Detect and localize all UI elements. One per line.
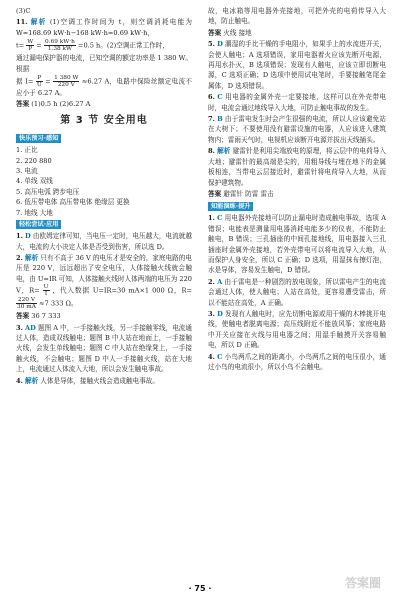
analysis-tag: 解析 <box>25 376 39 385</box>
text: ，代入数据 U=IR=30 mA×1 000 Ω，R= <box>52 286 192 295</box>
question-1 <box>16 231 192 252</box>
denominator: 30 mA <box>17 304 36 311</box>
denominator: I <box>44 291 48 298</box>
denominator: U <box>36 82 42 89</box>
formula-line <box>16 75 192 98</box>
text: 由于雷电发生时会产生很强的电流，所以人应该避免站在大树下；不要使用没有避雷设施的电器，人应该进入建筑物内；雷雨天气时，电视机应该断开电源并拔出天线插头。 <box>208 115 386 144</box>
question-4 <box>16 376 192 386</box>
text-line: 通过漏电保护器的电流，已知空调的额定功率是 1 380 W。根据 <box>16 54 192 73</box>
practice-3 <box>208 309 386 351</box>
answer-label: 答案 <box>16 100 30 109</box>
list-item: 7. 地线 大地 <box>16 208 53 217</box>
text: 小鸟两爪之间的距离小，小鸟两爪之间的电压很小，通过小鸟的电流很小，所以小鸟不会触电。 <box>208 352 386 371</box>
answer-label: 答案 <box>208 28 222 37</box>
text: 用电器的金属外壳一定要接地，这样可以在外壳带电时，电流会通过地线导入大地，可防止触电事故的发生。 <box>208 93 386 112</box>
text: 题图 A 中，一手接触火线，另一手接触零线，电流通过人体，造成双线触电；题图 B 中人站在地面上，一手接触火线，会发生单线触电；题图 C 中人站在绝缘凳上，一手接触火线，不会触电；题图 D 中人一手接触火线，站在大地上，电流通过人体流入大地，所以会发生触电事故。 <box>16 323 192 374</box>
question-number: 2. <box>208 277 215 286</box>
question-number: 4. <box>208 352 215 361</box>
answer-tag: D <box>217 40 223 49</box>
watermark-logo: 答案圈 <box>344 576 381 590</box>
problem-number: 11. <box>16 18 28 27</box>
answer-tag: C <box>217 93 223 102</box>
list-item: 6. 低压带电体 高压带电体 绝缘层 更换 <box>16 198 130 207</box>
text: 只有不高于 36 V 的电压才是安全的，家庭电路的电压是 220 V，远远超出了安全电压，人体接触火线就会触电，由 U=IR 可知，人体接触火线时人体两端的电压为 220 V，R= <box>16 253 192 295</box>
denominator: P <box>28 46 33 53</box>
answer-tag: AD <box>25 323 36 332</box>
fraction <box>26 39 34 52</box>
numerator: 1 380 W <box>54 75 79 82</box>
question-number: 1. <box>208 214 215 223</box>
fraction <box>53 75 79 88</box>
answer-label: 答案 <box>16 312 30 321</box>
left-column <box>16 6 192 387</box>
question-6 <box>208 92 386 113</box>
answer-line <box>208 189 386 199</box>
answer-tag: C <box>217 214 223 223</box>
text: 发现有人触电时，应先切断电源或用干燥的木棒挑开电线，使触电者脱离电源；高压线附近不能放风筝；家庭电路中开关应接在火线与用电器之间；用湿手触摸开关容易触电，所以 D 正确。 <box>208 309 386 350</box>
text: 由于雷电是一种剧烈的放电现象，所以雷电产生的电流会通过人体，使人触电；人站在高处，更容易遭受雷击，所以不能站在高处，A 正确。 <box>208 277 386 307</box>
analysis-tag: 解析 <box>30 18 47 27</box>
fraction <box>36 75 43 88</box>
answer-tag: B <box>217 115 223 124</box>
numerator: U <box>43 284 49 291</box>
text: = <box>45 77 51 86</box>
answer-text: 避雷针 防雷 雷击 <box>223 189 274 198</box>
fraction <box>16 297 37 310</box>
text: 用电器外壳接地可以防止漏电时造成触电事故，选项 A 错误；电能表是测量用电器消耗电能多少的仪表，不能防止触电，B 错误；三孔插座的中间孔接地线，用电器接入三孔插座时金属外壳接地，若外壳带电可以将电流导入大地，从而保护人身安全，所以 C 正确；D 选项，用湿抹布擦灯泡，水是导体，容易发生触电，D 错误。 <box>208 214 386 275</box>
denominator: 220 V <box>57 82 75 89</box>
text: 潮湿的手比干燥的手电阻小，如果手上的水流进开关，会使人触电；A 选项错误，家用电器着火应该先断开电源，再用水扑灭，B 选项错误；发现有人触电，应该立即切断电源，C 选项正确；D 选项中使用试电笔时，手要接触笔尾金属体，D 选项错误。 <box>208 40 386 90</box>
list-item: 4. 单线 双线 <box>16 177 53 186</box>
practice-4 <box>208 352 386 373</box>
question-number: 3. <box>208 309 215 318</box>
list-item: 1. 正比 <box>16 146 38 155</box>
question-number: 7. <box>208 115 215 124</box>
question-number: 3. <box>16 323 23 332</box>
question-number: 8. <box>208 147 215 156</box>
list-item: 3. 电流 <box>16 167 38 176</box>
page-number: · 75 · <box>188 584 212 593</box>
answer-tag: D <box>217 309 223 318</box>
list-item: 2. 220 880 <box>16 156 52 165</box>
text-line: (3)C <box>16 7 31 15</box>
analysis-tag: 解析 <box>217 147 231 156</box>
text: =0.5 h。(2)空调正常工作时， <box>77 41 169 50</box>
answer-text: 火线 接地 <box>223 28 252 37</box>
problem-11 <box>16 17 192 38</box>
practice-2 <box>208 277 386 308</box>
right-column <box>208 6 386 373</box>
numerator: 220 V <box>17 297 35 304</box>
answer-line <box>208 28 386 38</box>
question-number: 2. <box>16 253 23 262</box>
fraction <box>43 284 50 297</box>
question-2 <box>16 253 192 310</box>
denominator: 1.38 kW <box>47 46 73 53</box>
question-number: 6. <box>208 93 215 102</box>
numerator: 0.69 kW·h <box>45 39 75 46</box>
preview-header: 快乐预习·感知 <box>16 134 61 143</box>
section-title: 第 3 节 安全用电 <box>60 114 148 126</box>
question-5 <box>208 39 386 91</box>
text: 避雷针是利用尖端放电的原理，将云层中的电荷导入大地；避雷针的最高端是尖的，用粗导线与埋在地下的金属板相连，当带电云层接近时，避雷针将电荷导入大地，从而保护建筑物。 <box>208 147 387 187</box>
analysis-tag: 解析 <box>25 253 39 262</box>
formula-line <box>16 39 192 52</box>
numerator: P <box>37 75 42 82</box>
question-number: 4. <box>16 376 23 385</box>
numerator: W <box>27 39 34 46</box>
practice-1 <box>208 213 386 275</box>
question-number: 5. <box>208 40 215 49</box>
practice-header: 轻松尝试·应用 <box>16 220 61 229</box>
answer-tag: C <box>217 352 223 361</box>
text: (1)空调工作时间为 t，则空调消耗电能为 W=168.69 kW·h−168 kW·h=0.69 kW·h， <box>16 18 193 37</box>
answer-line <box>16 311 192 321</box>
answer-tag: A <box>217 277 223 286</box>
fraction <box>44 39 76 52</box>
text: 据 I= <box>16 77 34 86</box>
answer-text: (1)0.5 h (2)6.27 A <box>31 100 91 109</box>
list-item: 5. 高压电弧 跨步电压 <box>16 187 80 196</box>
question-3 <box>16 323 192 375</box>
text: t= <box>16 41 25 50</box>
answer-line <box>16 99 192 109</box>
answer-tag: D <box>25 232 31 241</box>
answer-text: 36 7 333 <box>31 312 61 321</box>
text: 由欧姆定律可知，当电压一定时，电压越大，电流就越大，电流的大小决定人体是否受到伤害，所以选 D。 <box>16 232 192 251</box>
preview-answers <box>16 145 192 218</box>
text: ≈6.27 A，电路中保险丝额定电流不应小于 6.27 A。 <box>16 77 192 98</box>
question-7 <box>208 114 386 145</box>
answer-label: 答案 <box>208 189 222 198</box>
text: = <box>36 41 42 50</box>
text: ≈7 333 Ω。 <box>39 299 78 308</box>
improve-header: 知能演练·提升 <box>208 202 253 211</box>
question-8 <box>208 146 386 188</box>
text: 人体是导体，接触火线会造成触电事故。 <box>40 376 159 385</box>
question-number: 1. <box>16 232 23 241</box>
text-line: 故，电冰箱等用电器外壳接地，可把外壳的电荷传导入大地，防止触电。 <box>208 7 386 26</box>
